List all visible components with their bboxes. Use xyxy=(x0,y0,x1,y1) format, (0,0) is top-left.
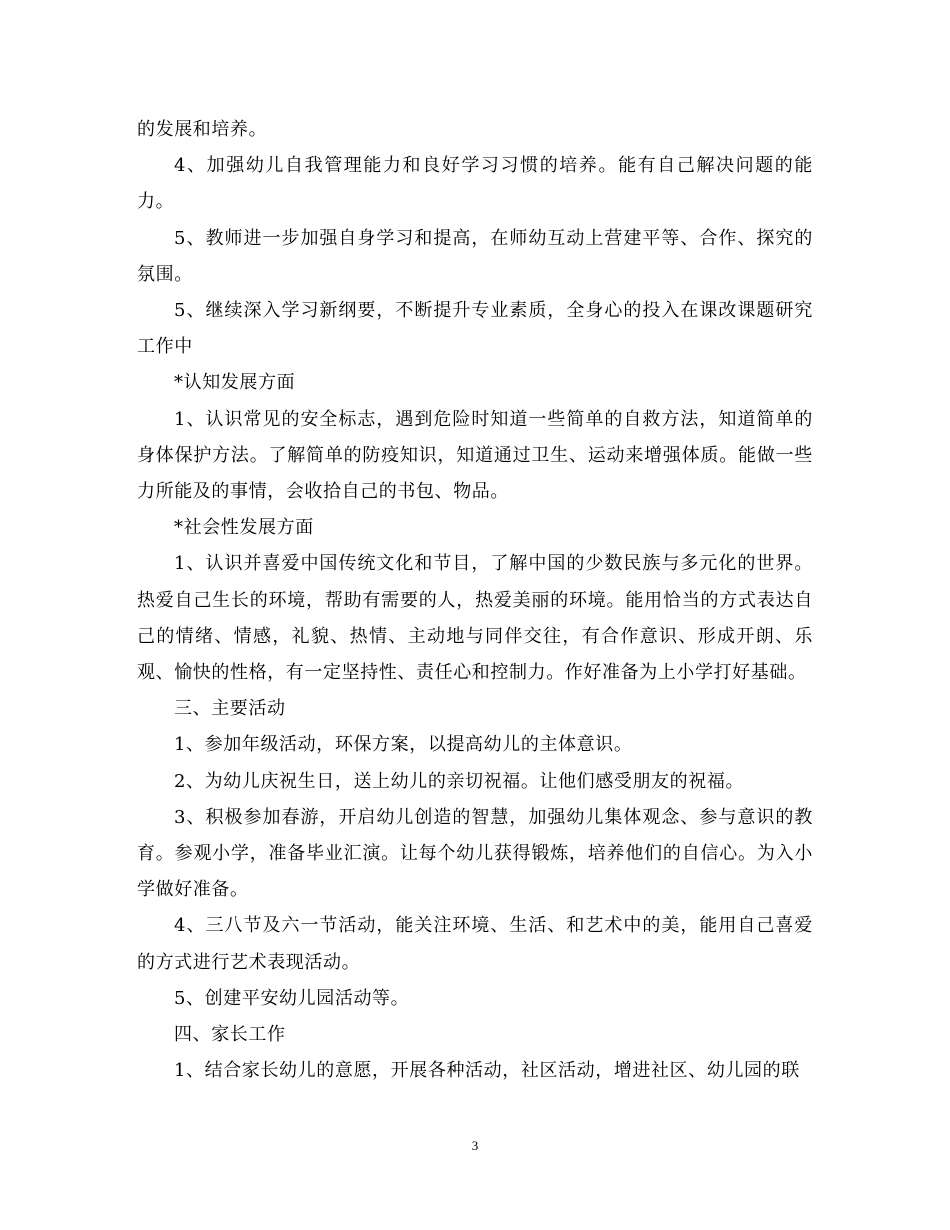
paragraph: 3、积极参加春游，开启幼儿创造的智慧，加强幼儿集体观念、参与意识的教育。参观小学，准备毕业汇演。让每个幼儿获得锻炼，培养他们的自信心。为入小学做好准备。 xyxy=(137,806,813,901)
section-heading: *社会性发展方面 xyxy=(174,517,314,539)
paragraph: 5、教师进一步加强自身学习和提高，在师幼互动上营建平等、合作、探究的氛围。 xyxy=(137,227,813,285)
paragraph: 1、参加年级活动，环保方案，以提高幼儿的主体意识。 xyxy=(174,734,633,756)
document-body xyxy=(137,112,813,1089)
section-heading: *认知发展方面 xyxy=(174,372,296,394)
paragraph: 4、三八节及六一节活动，能关注环境、生活、和艺术中的美，能用自己喜爱的方式进行艺术表现活动。 xyxy=(137,915,813,973)
paragraph: 2、为幼儿庆祝生日，送上幼儿的亲切祝福。让他们感受朋友的祝福。 xyxy=(174,770,745,792)
page-number: 3 xyxy=(471,1138,479,1153)
section-heading: 三、主要活动 xyxy=(174,698,286,720)
paragraph: 5、创建平安幼儿园活动等。 xyxy=(174,987,410,1009)
paragraph: 1、认识常见的安全标志，遇到危险时知道一些简单的自救方法，知道简单的身体保护方法。了解简单的防疫知识，知道通过卫生、运动来增强体质。能做一些力所能及的事情，会收拾自己的书包、物品。 xyxy=(137,408,813,503)
section-heading: 四、家长工作 xyxy=(174,1024,286,1046)
paragraph: 4、加强幼儿自我管理能力和良好学习习惯的培养。能有自己解决问题的能力。 xyxy=(137,155,813,213)
paragraph: 的发展和培养。 xyxy=(137,119,268,140)
paragraph: 1、结合家长幼儿的意愿，开展各种活动，社区活动，增进社区、幼儿园的联 xyxy=(174,1060,800,1082)
paragraph: 1、认识并喜爱中国传统文化和节目，了解中国的少数民族与多元化的世界。热爱自己生长的环境，帮助有需要的人，热爱美丽的环境。能用恰当的方式表达自己的情绪、情感，礼貌、热情、主动地与同伴交往，有合作意识、形成开朗、乐观、愉快的性格，有一定坚持性、责任心和控制力。作好准备为上小学打好基础。 xyxy=(137,553,813,684)
paragraph: 5、继续深入学习新纲要，不断提升专业素质，全身心的投入在课改课题研究工作中 xyxy=(137,300,813,358)
